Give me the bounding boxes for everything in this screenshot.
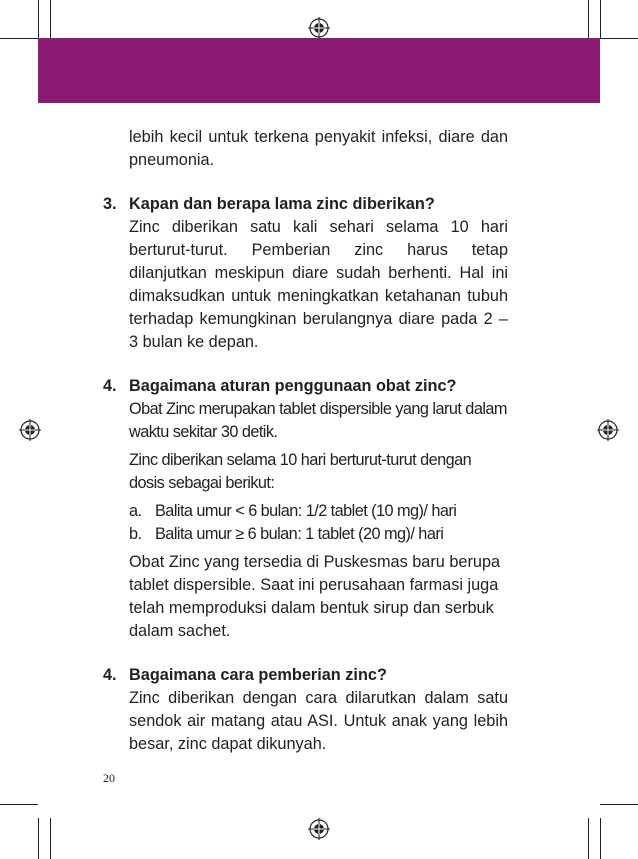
section-question: Bagaimana aturan penggunaan obat zinc? — [129, 377, 457, 395]
registration-crosshair-icon — [597, 419, 619, 441]
crop-mark-top-left-v — [38, 0, 39, 38]
crop-mark-bottom-right-h — [600, 804, 638, 805]
list-item-letter: b. — [129, 525, 142, 543]
crop-mark-bottom-left-v2 — [50, 818, 51, 859]
section-paragraph: Obat Zinc yang tersedia di Puskesmas baru berupa tablet dispersible. Saat ini perusahaan farmasi juga telah memproduksi dalam bentuk sirup dan serbuk dalam sachet. — [129, 553, 501, 640]
list-item-text: Balita umur < 6 bulan: 1/2 tablet (10 mg)/ hari — [155, 502, 457, 520]
section-number: 3. — [103, 195, 117, 213]
section-heading — [103, 664, 508, 687]
list-item-text: Balita umur ≥ 6 bulan: 1 tablet (20 mg)/ hari — [155, 525, 444, 543]
header-band — [38, 38, 600, 103]
registration-crosshair-icon — [308, 818, 330, 840]
list-item — [103, 500, 508, 523]
section-5 — [103, 664, 508, 756]
list-item — [103, 523, 508, 546]
crop-mark-top-right-v2 — [588, 0, 589, 38]
registration-crosshair-icon — [19, 419, 41, 441]
crop-mark-top-left-h — [0, 38, 38, 39]
section-answer: Zinc diberikan dengan cara dilarutkan dalam satu sendok air matang atau ASI. Untuk anak yang lebih besar, zinc dapat dikunyah. — [129, 689, 508, 753]
section-number: 4. — [103, 666, 117, 684]
crop-mark-bottom-left-v — [38, 818, 39, 859]
section-3 — [103, 193, 508, 354]
section-number: 4. — [103, 377, 117, 395]
section-heading — [103, 375, 508, 398]
crop-mark-top-left-v2 — [50, 0, 51, 38]
crop-mark-bottom-right-v2 — [588, 818, 589, 859]
crop-mark-bottom-left-h — [0, 804, 38, 805]
section-answer: Zinc diberikan satu kali sehari selama 10 hari berturut-turut. Pemberian zinc harus tetap dilanjutkan meskipun diare sudah berhenti. Hal ini dimaksudkan untuk meningkatkan ketahanan tubuh terhadap kemungkinan berulangnya diare pada 2 – 3 bulan ke depan. — [129, 218, 508, 351]
list-item-letter: a. — [129, 502, 142, 520]
intro-paragraph: lebih kecil untuk terkena penyakit infeksi, diare dan pneumonia. — [129, 128, 508, 169]
crop-mark-top-right-h — [600, 38, 638, 39]
crop-mark-bottom-right-v — [600, 818, 601, 859]
section-4 — [103, 375, 508, 643]
section-paragraph: Zinc diberikan selama 10 hari berturut-turut dengan dosis sebagai berikut: — [129, 451, 472, 492]
section-paragraph: Obat Zinc merupakan tablet dispersible yang larut dalam waktu sekitar 30 detik. — [129, 400, 507, 441]
registration-crosshair-icon — [308, 17, 330, 39]
section-question: Bagaimana cara pemberian zinc? — [129, 666, 387, 684]
section-heading — [103, 193, 508, 216]
page-number: 20 — [103, 771, 115, 785]
page-content — [103, 126, 508, 756]
section-question: Kapan dan berapa lama zinc diberikan? — [129, 195, 435, 213]
crop-mark-top-right-v — [600, 0, 601, 38]
